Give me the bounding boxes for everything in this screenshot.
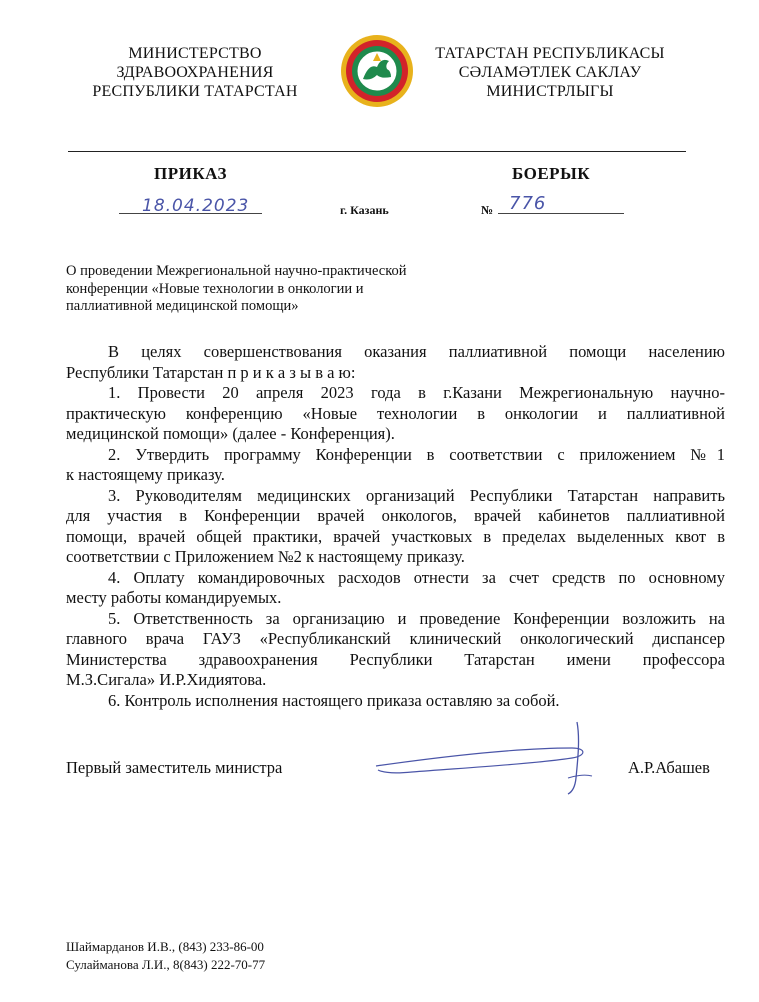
- ministry-line: СӘЛАМӘТЛЕК САКЛАУ: [458, 64, 642, 81]
- date-underline: [119, 213, 262, 214]
- number-sign: №: [481, 203, 494, 217]
- item-line: помощи, врачей общей практики, врачей участковых в пределах выделенных квот в: [66, 526, 725, 546]
- signatory-name: А.Р.Абашев: [628, 758, 710, 777]
- subject-line: О проведении Межрегиональной научно-практической: [66, 263, 407, 279]
- order-subject: [66, 263, 486, 316]
- ministry-line: ЗДРАВООХРАНЕНИЯ: [116, 64, 274, 81]
- ministry-line: МИНИСТРЛЫГЫ: [486, 83, 614, 100]
- item-line: Министерства здравоохранения Республики Татарстан имени профессора: [66, 649, 725, 669]
- item-line: для участия в Конференции врачей онкологов, врачей кабинетов паллиативной: [66, 506, 725, 525]
- contact-line: Сулайманова Л.И., 8(843) 222-70-77: [66, 956, 266, 972]
- subject-line: конференции «Новые технологии в онкологии и: [66, 280, 364, 297]
- item-line: месту работы командируемых.: [66, 588, 282, 607]
- subject-line: паллиативной медицинской помощи»: [66, 298, 299, 314]
- ministry-line: МИНИСТЕРСТВО: [128, 45, 262, 62]
- contacts: [66, 938, 265, 973]
- ministry-line: РЕСПУБЛИКИ ТАТАРСТАН: [92, 83, 298, 100]
- order-city: г. Казань: [340, 203, 389, 217]
- ministry-name-ru: [60, 44, 330, 101]
- item-line: главного врача ГАУЗ «Республиканский клинический онкологический диспансер: [66, 629, 725, 648]
- contact-line: Шаймарданов И.В., (843) 233-86-00: [66, 939, 264, 954]
- ministry-line: ТАТАРСТАН РЕСПУБЛИКАСЫ: [435, 45, 665, 62]
- order-title-ru: ПРИКАЗ: [154, 164, 227, 183]
- item-line: 2. Утвердить программу Конференции в соответствии с приложением №1: [108, 444, 725, 464]
- header-divider: [68, 151, 686, 152]
- signatory-role: Первый заместитель министра: [66, 758, 283, 777]
- order-body: [66, 342, 725, 711]
- item-line: к настоящему приказу.: [66, 465, 225, 484]
- item-line: практическую конференцию «Новые технологии в онкологии и паллиативной: [66, 403, 725, 423]
- tatarstan-emblem-icon: [339, 33, 415, 109]
- item-line: 4. Оплату командировочных расходов отнести за счет средств по основному: [108, 567, 725, 587]
- intro-line: В целях совершенствования оказания паллиативной помощи населению: [108, 342, 725, 361]
- handwritten-signature: [372, 718, 612, 798]
- item-line: 1. Провести 20 апреля 2023 года в г.Казани Межрегиональную научно-: [108, 383, 725, 402]
- item-line: 3. Руководителям медицинских организаций Республики Татарстан направить: [108, 485, 725, 505]
- ministry-name-tt: [410, 44, 690, 101]
- item-line: 5. Ответственность за организацию и проведение Конференции возложить на: [108, 608, 725, 628]
- item-line: 6. Контроль исполнения настоящего приказа оставляю за собой.: [108, 690, 560, 710]
- item-line: М.З.Сигала» И.Р.Хидиятова.: [66, 670, 267, 689]
- item-line: медицинской помощи» (далее - Конференция).: [66, 424, 395, 443]
- item-line: соответствии с Приложением №2 к настоящему приказу.: [66, 547, 465, 566]
- order-number: 776: [509, 193, 547, 214]
- intro-line: Республики Татарстан п р и к а з ы в а ю:: [66, 362, 356, 382]
- order-date: 18.04.2023: [142, 196, 250, 216]
- order-title-tt: БОЕРЫК: [512, 164, 591, 183]
- number-underline: [498, 213, 624, 214]
